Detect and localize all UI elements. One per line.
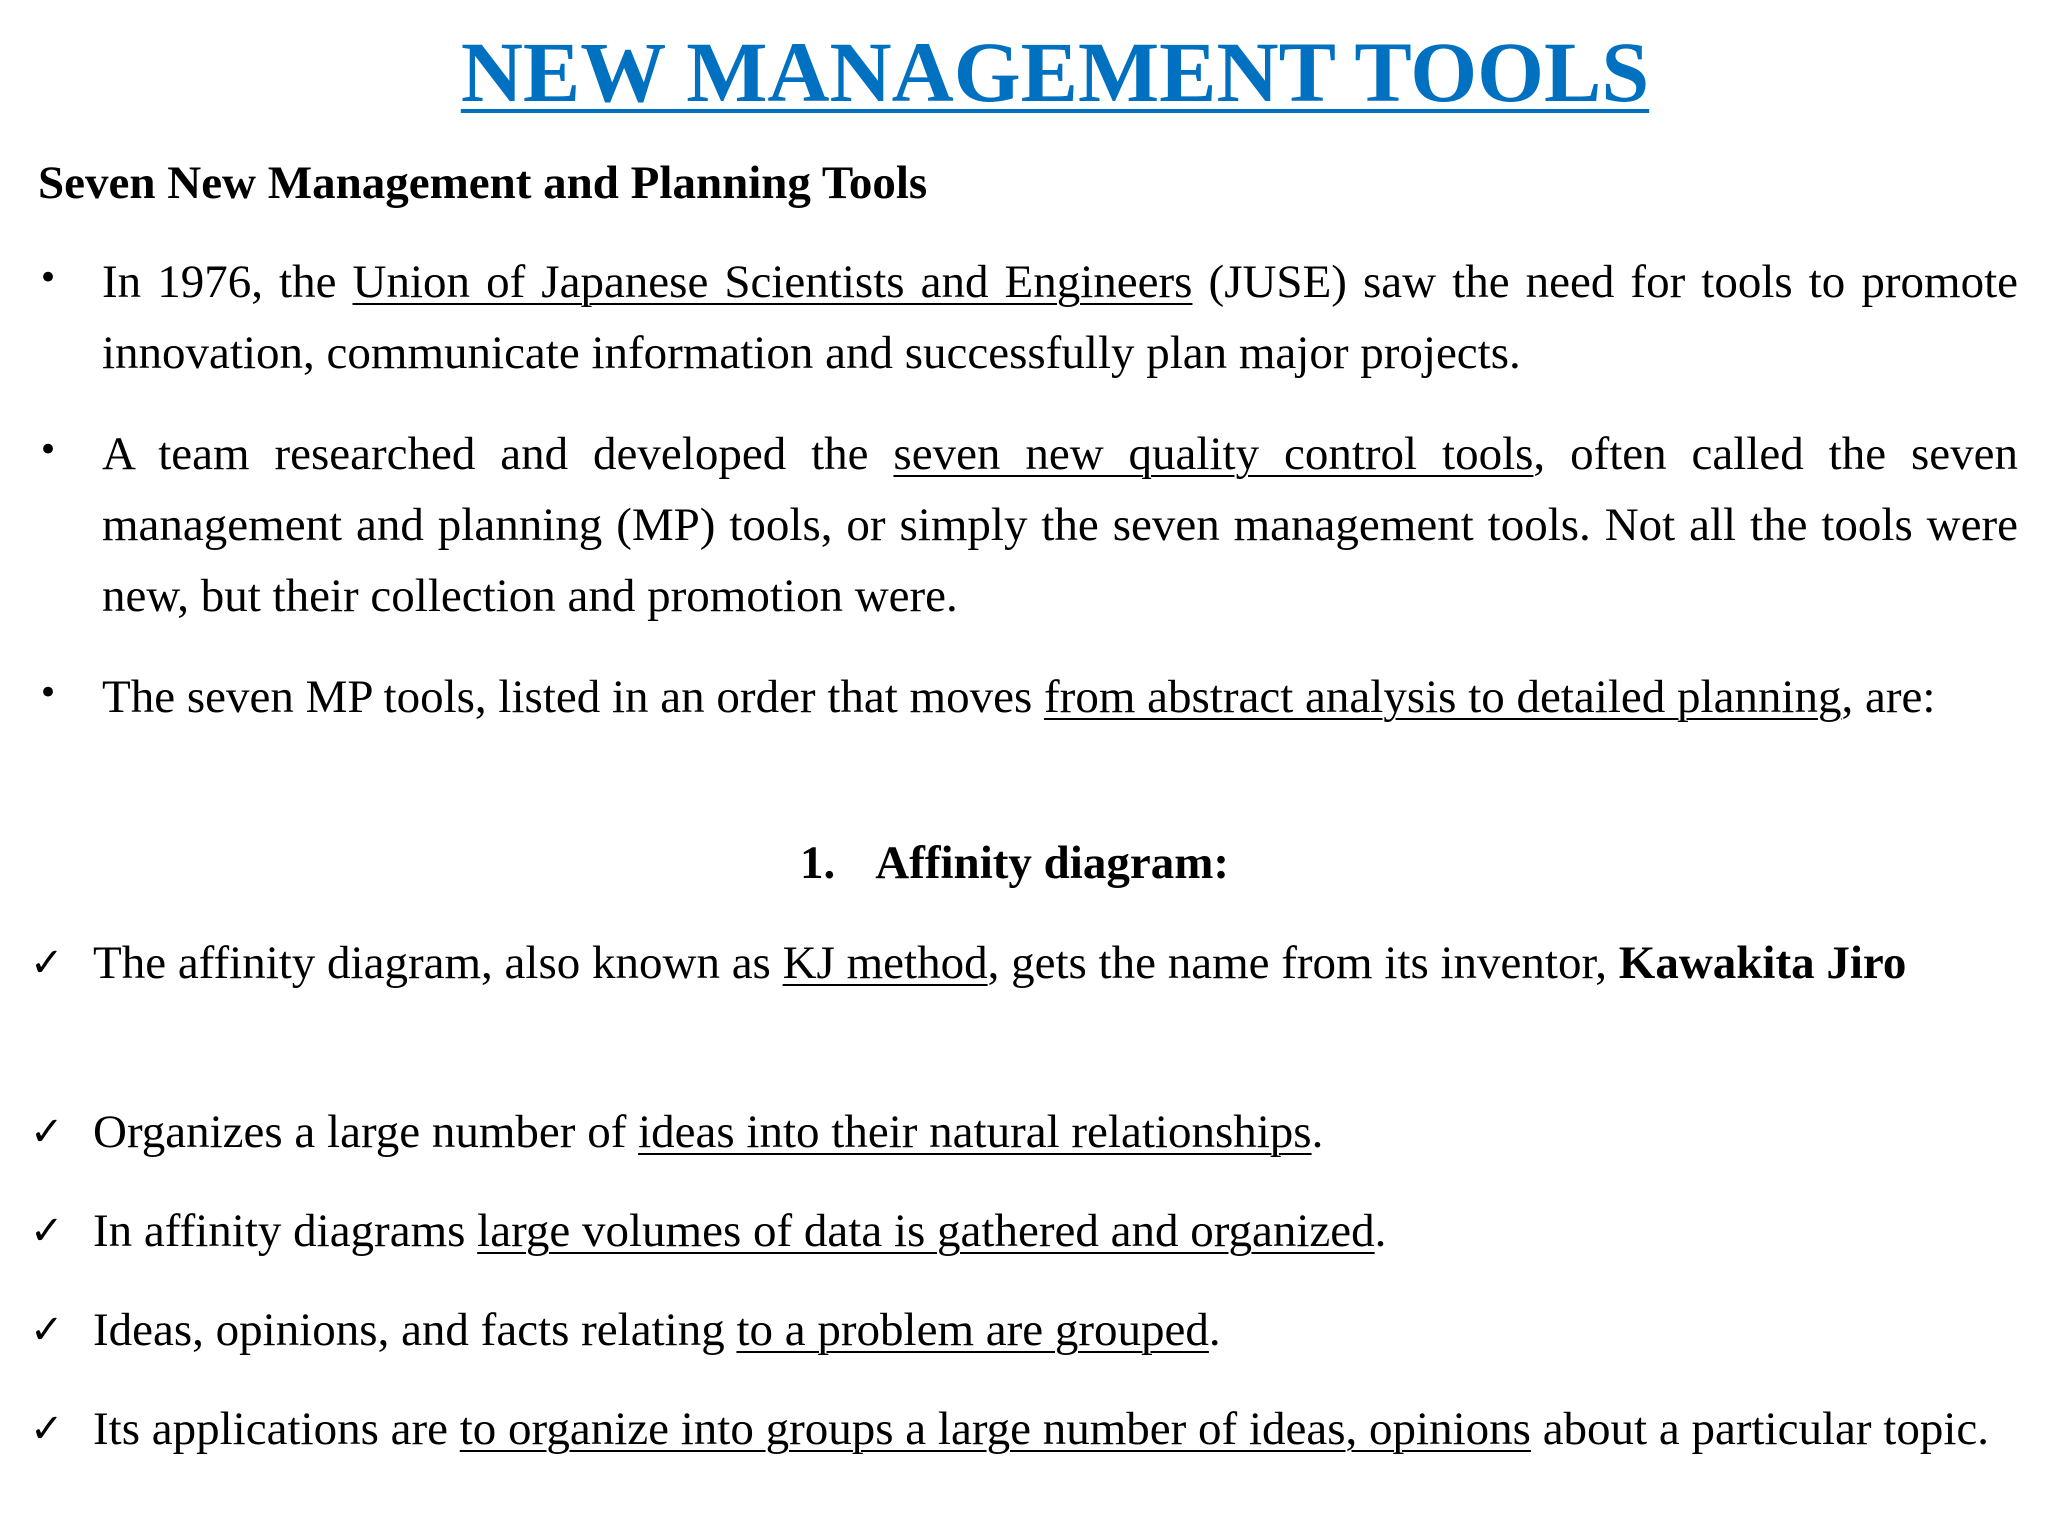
underlined-text: seven new quality control tools [893, 428, 1534, 480]
text-run: . [1374, 1205, 1387, 1257]
tool-number: 1. [800, 837, 836, 889]
underlined-text: to organize into groups a large number of ideas, opinions [459, 1403, 1531, 1455]
underlined-text: KJ method [782, 937, 988, 989]
text-run: about a particular topic. [1530, 1403, 1990, 1455]
text-run: (JUSE) saw the need for tools to promote innovation, communicate information and successfully plan major projects. [102, 256, 2018, 379]
text-run: . [1208, 1304, 1221, 1356]
text-run: , gets the name from its inventor, [987, 937, 1619, 989]
text-run: , often called the seven management and planning (MP) tools, or simply the seven management tools. Not all the tools were new, but their collection and promotion were. [102, 428, 2018, 622]
tool-name: Affinity diagram [875, 837, 1214, 889]
bold-text: Kawakita Jiro [1618, 937, 1907, 989]
text-run: . [1311, 1106, 1324, 1158]
check-icon: ✓ [30, 1208, 64, 1254]
underlined-text: to a problem are grouped [736, 1304, 1209, 1356]
check-icon: ✓ [30, 1307, 64, 1353]
check-text [93, 928, 2020, 999]
check-text [93, 1196, 2020, 1267]
text-run: , are: [1841, 671, 1936, 723]
text-run: Organizes a large number of [93, 1106, 639, 1158]
text-run: Its applications are [93, 1403, 460, 1455]
section-subtitle: Seven New Management and Planning Tools [38, 157, 928, 209]
check-icon: ✓ [30, 1406, 64, 1452]
bullet-marker: • [38, 430, 59, 470]
text-run: The affinity diagram, also known as [93, 937, 783, 989]
tool-heading [800, 828, 1229, 899]
text-run: The seven MP tools, listed in an order that moves [102, 671, 1045, 723]
check-icon: ✓ [30, 1109, 64, 1155]
bullet-marker: • [38, 258, 59, 298]
bullet-text [102, 662, 2018, 733]
bullet-text [102, 247, 2018, 389]
underlined-text: Union of Japanese Scientists and Engineers [352, 256, 1193, 308]
check-icon: ✓ [30, 940, 64, 986]
page-title: NEW MANAGEMENT TOOLS [460, 24, 1650, 120]
check-text [93, 1097, 2020, 1168]
text-run: In affinity diagrams [93, 1205, 478, 1257]
check-text [93, 1394, 2020, 1465]
check-text [93, 1295, 2020, 1366]
tool-colon: : [1213, 837, 1230, 889]
text-run: Ideas, opinions, and facts relating [93, 1304, 737, 1356]
text-run: A team researched and developed the [102, 428, 894, 480]
bullet-text [102, 419, 2018, 632]
text-run: In 1976, the [102, 256, 353, 308]
underlined-text: large volumes of data is gathered and organized [477, 1205, 1375, 1257]
underlined-text: ideas into their natural relationships [638, 1106, 1312, 1158]
bullet-marker: • [38, 673, 59, 713]
underlined-text: from abstract analysis to detailed planning [1044, 671, 1842, 723]
